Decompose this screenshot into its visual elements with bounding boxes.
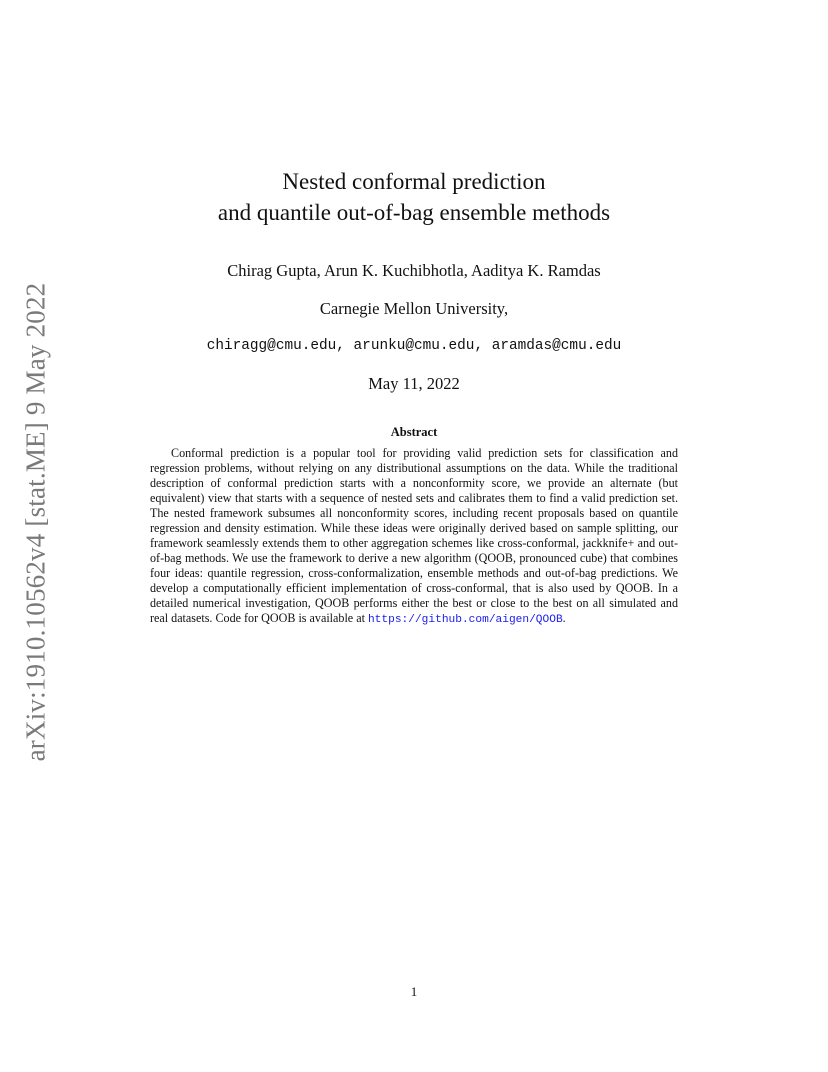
paper-date: May 11, 2022 <box>368 374 460 393</box>
abstract-heading: Abstract <box>390 425 438 439</box>
abstract-body <box>150 446 678 628</box>
author-list: Chirag Gupta, Arun K. Kuchibhotla, Aaditya K. Ramdas <box>227 261 601 280</box>
paper-title <box>0 166 828 228</box>
page-number: 1 <box>410 984 418 999</box>
affiliation: Carnegie Mellon University, <box>319 299 509 318</box>
arxiv-side-stamp: arXiv:1910.10562v4 [stat.ME] 9 May 2022 <box>20 282 51 762</box>
abstract-paragraph <box>150 446 678 628</box>
title-line-1: Nested conformal prediction <box>282 169 546 194</box>
code-link[interactable]: https://github.com/aigen/QOOB <box>367 614 563 626</box>
author-emails: chiragg@cmu.edu, arunku@cmu.edu, aramdas@cmu.edu <box>206 338 622 354</box>
title-line-2: and quantile out-of-bag ensemble methods <box>217 200 611 225</box>
abstract-link-suffix: . <box>562 611 566 625</box>
abstract-text: Conformal prediction is a popular tool for providing valid prediction sets for classification and regression problems, without relying on any distributional assumptions on the data. While the traditional description of conformal prediction starts with a nonconformity score, we provide an alternate (but equivalent) view that starts with a sequence of nested sets and calibrates them to find a valid prediction set. The nested framework subsumes all nonconformity scores, including recent proposals based on quantile regression and density estimation. While these ideas were originally derived based on sample splitting, our framework seamlessly extends them to other aggregation schemes like cross-conformal, jackknife+ and out-of-bag methods. We use the framework to derive a new algorithm (QOOB, pronounced cube) that combines four ideas: quantile regression, cross-conformalization, ensemble methods and out-of-bag predictions. We develop a computationally efficient implementation of cross-conformal, that is also used by QOOB. In a detailed numerical investigation, QOOB performs either the best or close to the best on all simulated and real datasets. Code for QOOB is available at <box>150 446 678 625</box>
